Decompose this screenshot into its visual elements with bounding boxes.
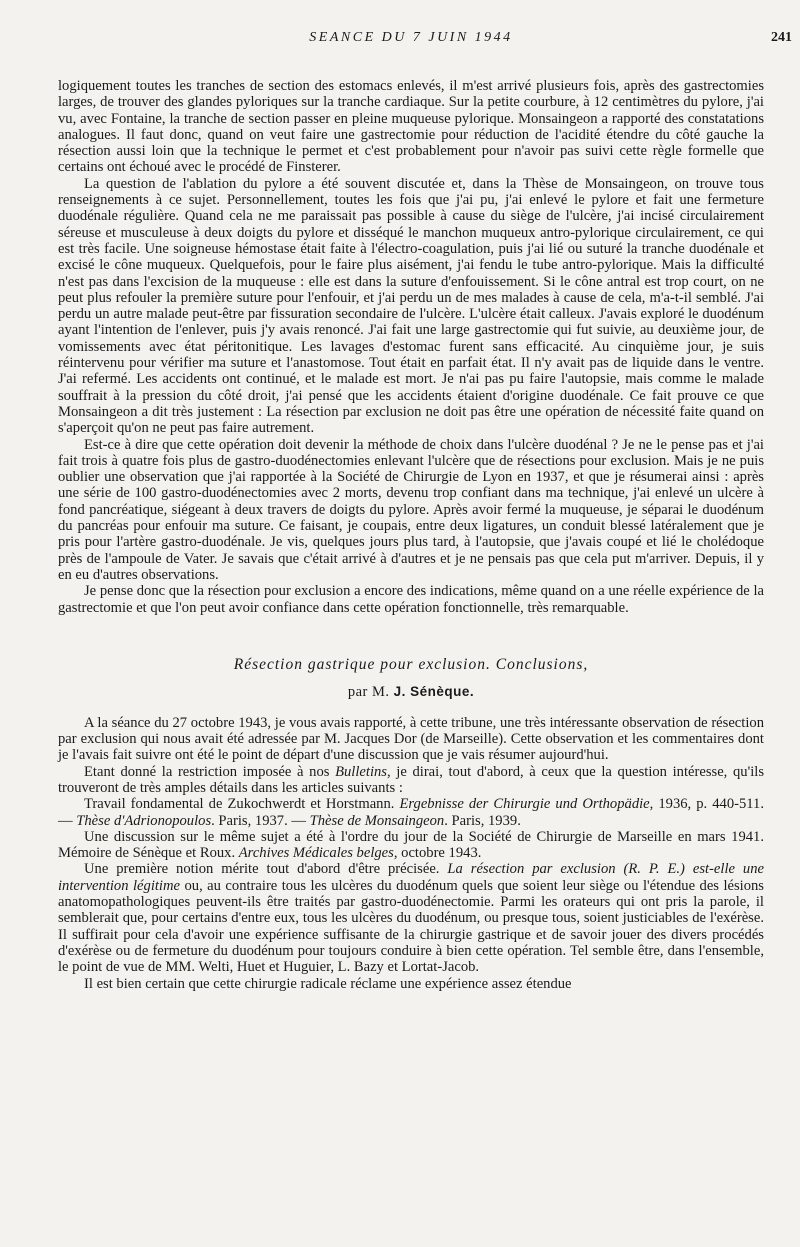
paragraph: A la séance du 27 octobre 1943, je vous avais rapporté, à cette tribune, une très intéressante observation de résection par exclusion qui nous avait été adressée par M. Jacques Dor (de Marseille). Cette observation et les commentaires dont je l'avais fait suivre ont été le point de départ d'une discussion que je vais résumer aujourd'hui. [58,714,764,764]
running-title: SEANCE DU 7 JUIN 1944 [309,30,513,45]
section-heading: Résection gastrique pour exclusion. Conclusions, [233,655,589,673]
author-line [58,684,764,701]
article-text [58,715,764,992]
running-header [58,30,792,52]
author-prefix: par M. [347,683,394,700]
author-name: J. Sénèque. [393,683,475,699]
paragraph: Une discussion sur le même sujet a été à l'ordre du jour de la Société de Chirurgie de Marseille en mars 1941. Mémoire de Sénèque et Roux. Archives Médicales belges, octobre 1943. [58,828,764,862]
paragraph: Etant donné la restriction imposée à nos Bulletins, je dirai, tout d'abord, à ceux que la question intéresse, qu'ils trouveront de très amples détails dans les articles suivants : [58,763,764,796]
paragraph: La question de l'ablation du pylore a été souvent discutée et, dans la Thèse de Monsaingeon, on trouve tous renseignements à ce sujet. Personnellement, toutes les fois que j'ai pu, j'ai enlevé le pylore et fait une fermeture duodénale régulière. Quand cela ne me paraissait pas possible à cause du siège de l'ulcère, j'ai incisé circulairement séreuse et musculeuse à deux doigts du pylore et disséqué le manchon muqueux antro-pylorique circulairement, ce qui est très facile. Une soigneuse hémostase était faite à l'électro-coagulation, puis j'ai lié ou suturé la tranche duodénale et excisé le cône muqueux. Quelquefois, pour le faire plus aisément, j'ai fendu le tube antro-pylorique. Mais la difficulté n'est pas dans l'excision de la muqueuse : elle est dans la suture d'enfouissement. Si le cône antral est trop court, on ne peut plus refouler la première suture pour l'enfouir, et j'ai perdu un de mes malades à cause de cela, m'a-t-il semblé. J'ai perdu un autre malade peut-être par fissuration secondaire de l'ulcère. L'ulcère était calleux. J'avais exploré le duodénum ayant l'intention de l'enlever, puis j'y avais renoncé. J'ai fait une large gastrectomie qui fut suivie, au deuxième jour, de vomissements avec état péritonitique. Les lavages d'estomac furent sans efficacité. Au cinquième jour, je suis réintervenu pour vérifier ma suture et l'anastomose. Tout était en parfait état. Il n'y avait pas de liquide dans le ventre. J'ai refermé. Les accidents ont continué, et le malade est mort. Je n'ai pas pu faire l'autopsie, mais comme le malade souffrait à la pression du côté droit, j'ai pensé que les accidents étaient d'origine duodénale. Ce fait prouve ce que Monsaingeon a dit très justement : La résection par exclusion ne doit pas être une opération de nécessité faite quand on s'aperçoit qu'on ne peut pas faire autrement. [58,175,764,437]
paragraph: Une première notion mérite tout d'abord d'être précisée. La résection par exclusion (R. P. E.) est-elle une intervention légitime ou, au contraire tous les ulcères du duodénum quels que soient leur siège ou l'étendue des lésions anatomopathologiques peuvent-ils être traités par gastro-duodénectomie. Parmi les orateurs qui ont pris la parole, il semblerait que, pour certains d'entre eux, tous les ulcères du duodénum, ou presque tous, soient justiciables de l'exérèse. Il suffirait pour cela d'avoir une expérience suffisante de la chirurgie gastrique et de savoir jouer des divers procédés d'exérèse ou de fermeture du duodénum pour toujours conduire à bien cette opération. Tel semble être, dans l'ensemble, le point de vue de MM. Welti, Huet et Huguier, L. Bazy et Lortat-Jacob. [58,861,764,976]
paragraph: Je pense donc que la résection pour exclusion a encore des indications, même quand on a une réelle expérience de la gastrectomie et que l'on peut avoir confiance dans cette opération fonctionnelle, très remarquable. [58,583,764,616]
paragraph: Il est bien certain que cette chirurgie radicale réclame une expérience assez étendue [84,975,572,992]
reference-list: Travail fondamental de Zukochwerdt et Horstmann. Ergebnisse der Chirurgie und Orthopädie, 1936, p. 440-511. — Thèse d'Adrionopoulos. Paris, 1937. — Thèse de Monsaingeon. Paris, 1939. [58,796,764,829]
journal-page [58,30,792,992]
discussion-text [58,78,764,616]
paragraph: logiquement toutes les tranches de section des estomacs enlevés, il m'est arrivé plusieurs fois, après des gastrectomies larges, de trouver des glandes pyloriques sur la tranche cardiaque. Sur la petite courbure, à 12 centimètres du pylore, j'ai vu, avec Fontaine, la tranche de section passer en pleine muqueuse pylorique. Monsaingeon a rapporté des constatations analogues. Il faut donc, quand on veut faire une gastrectomie pour réduction de l'acidité étendre du côté gauche la résection aussi loin que la technique le permet et c'est probablement pour n'avoir pas suivi cette règle formelle que certains ont échoué avec le procédé de Finsterer. [58,78,764,176]
paragraph: Est-ce à dire que cette opération doit devenir la méthode de choix dans l'ulcère duodénal ? Je ne le pense pas et j'ai fait trois à quatre fois plus de gastro-duodénectomies enlevant l'ulcère que de résections pour exclusion. Mais je ne puis oublier une observation que j'ai rapportée à la Société de Chirurgie de Lyon en 1937, et que je résumerai ainsi : après une série de 100 gastro-duodénectomies avec 2 morts, devenu trop confiant dans ma technique, j'ai enlevé un ulcère à fond pancréatique, siégeant à deux travers de doigts du pylore. Après avoir fermé la muqueuse, je séparai le duodénum du pancréas pour enfouir ma suture. Ce faisant, je coupais, entre deux ligatures, un conduit blessé latéralement que je pris pour l'artère gastro-duodénale. Je vis, quelques jours plus tard, à l'autopsie, que j'avais coupé et lié le cholédoque près de l'ampoule de Vater. Je savais que c'était arrivé à d'autres et je ne pensais pas que cela put m'arriver. Depuis, il y en eu d'autres observations. [58,436,764,583]
page-number: 241 [771,30,792,45]
